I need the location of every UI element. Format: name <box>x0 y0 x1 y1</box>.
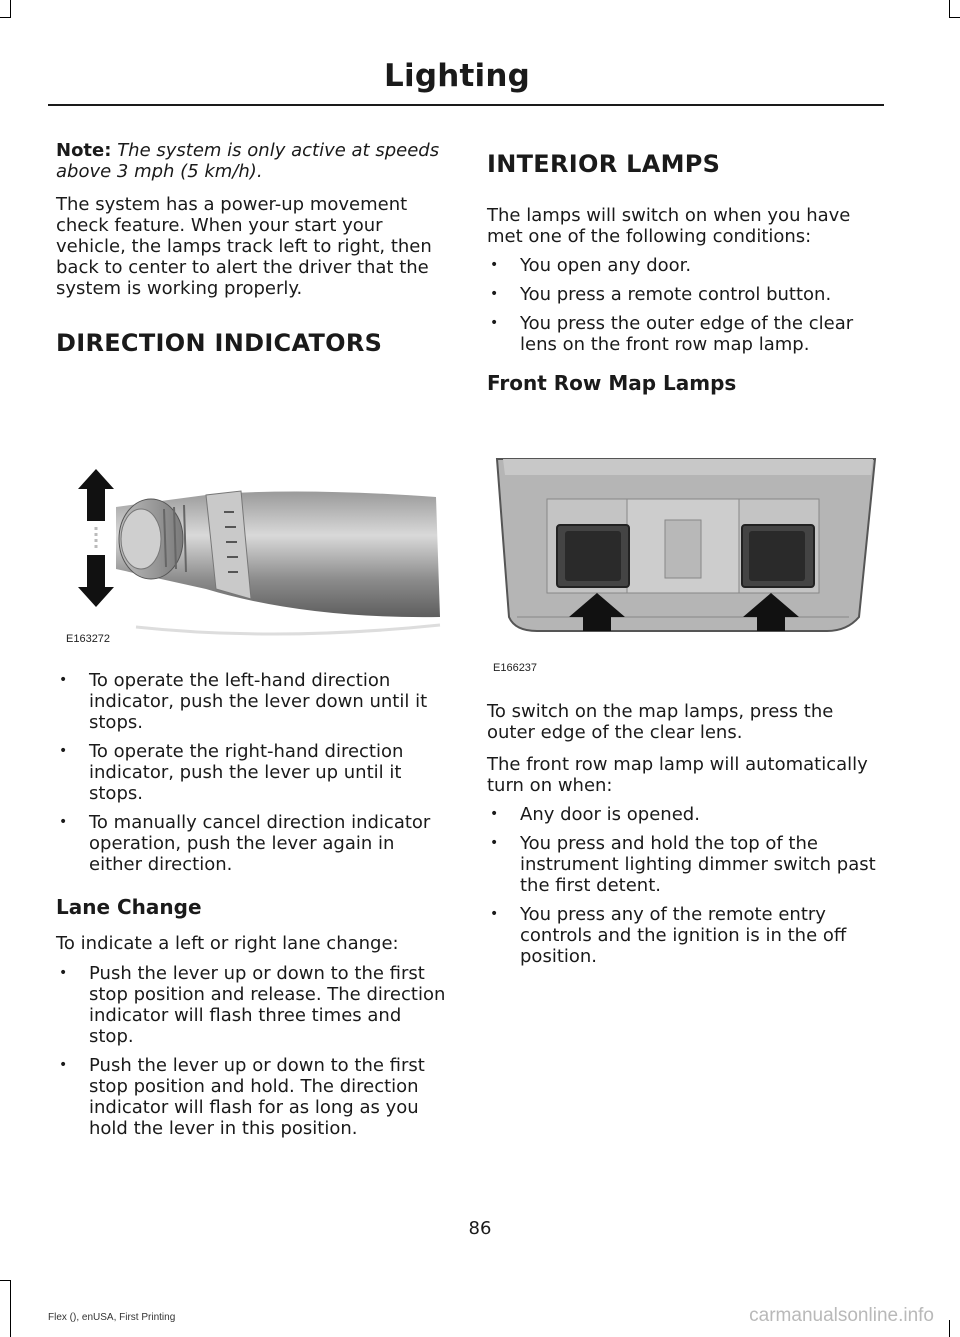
direction-lever-figure <box>56 357 448 647</box>
list-item: • To operate the left-hand direction indicator, push the lever down until it stops. <box>56 670 448 733</box>
page-number: 86 <box>468 1218 492 1239</box>
crop-mark <box>0 1280 11 1281</box>
list-item: • To manually cancel direction indicator operation, push the lever again in either direction. <box>56 812 448 875</box>
auto-bullet-list <box>487 804 882 967</box>
crop-mark <box>10 1280 11 1337</box>
section-heading-direction-indicators: DIRECTION INDICATORS <box>56 329 383 357</box>
conditions-list <box>487 255 882 355</box>
list-item: • You press the outer edge of the clear lens on the front row map lamp. <box>487 313 882 355</box>
interior-intro: The lamps will switch on when you have met one of the following conditions: <box>487 205 851 247</box>
list-item: • Push the lever up or down to the first stop position and release. The direction indicator will flash three times and stop. <box>56 963 448 1047</box>
direction-bullet-list <box>56 670 448 875</box>
figure-code: E166237 <box>493 662 538 674</box>
note <box>56 140 448 182</box>
footer-text: Flex (), enUSA, First Printing <box>48 1312 176 1323</box>
page-title: Lighting <box>384 58 530 94</box>
crop-mark <box>949 1320 950 1337</box>
map-lamp-illustration <box>487 395 879 665</box>
crop-mark <box>949 17 960 18</box>
list-item: • Push the lever up or down to the first stop position and hold. The direction indicator will flash for as long as you hold the lever in this position. <box>56 1055 448 1139</box>
header-divider <box>48 104 884 106</box>
direction-lever-illustration <box>56 357 448 647</box>
lane-intro: To indicate a left or right lane change: <box>56 933 399 954</box>
right-column <box>487 140 882 975</box>
lane-bullet-list <box>56 963 448 1139</box>
crop-mark <box>10 0 11 18</box>
check-paragraph: The system has a power-up movement check feature. When your start your vehicle, the lamps track left to right, then back to center to alert the driver that the system is working properly. <box>56 194 432 299</box>
note-label: Note: <box>56 140 112 161</box>
crop-mark <box>0 17 11 18</box>
auto-text: The front row map lamp will automatically turn on when: <box>487 754 868 796</box>
list-item: • You open any door. <box>487 255 882 276</box>
list-item: • To operate the right-hand direction indicator, push the lever up until it stops. <box>56 741 448 804</box>
map-lamp-figure <box>487 395 882 695</box>
list-item: • You press and hold the top of the instrument lighting dimmer switch past the first detent. <box>487 833 882 896</box>
figure-code: E163272 <box>66 633 111 645</box>
section-heading-lane-change: Lane Change <box>56 895 202 919</box>
list-item: • You press a remote control button. <box>487 284 882 305</box>
list-item: • You press any of the remote entry controls and the ignition is in the off position. <box>487 904 882 967</box>
list-item: • Any door is opened. <box>487 804 882 825</box>
section-heading-interior-lamps: INTERIOR LAMPS <box>487 150 721 178</box>
section-heading-front-row-map-lamps: Front Row Map Lamps <box>487 371 737 395</box>
watermark: carmanualsonline.info <box>749 1305 934 1326</box>
switch-text: To switch on the map lamps, press the outer edge of the clear lens. <box>487 701 834 743</box>
note-text: The system is only active at speeds above 3 mph (5 km/h). <box>56 140 440 182</box>
crop-mark <box>949 0 950 18</box>
left-column <box>56 140 448 1147</box>
